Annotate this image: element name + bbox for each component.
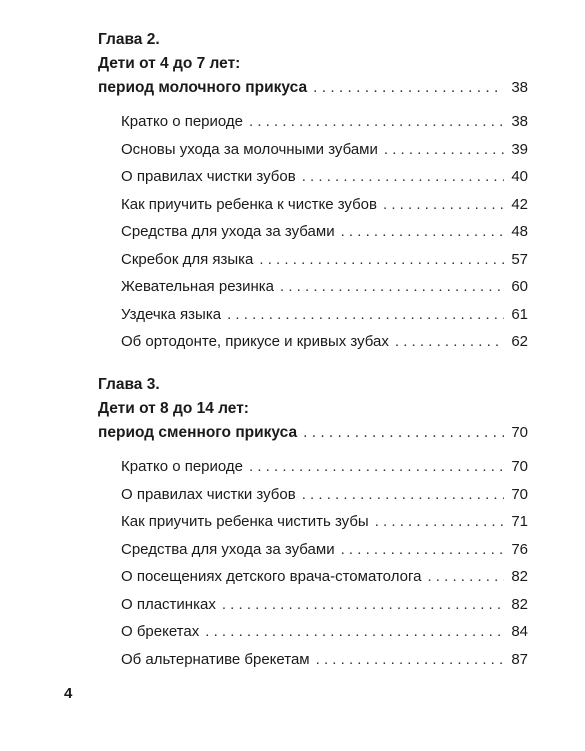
toc-entry — [121, 591, 528, 619]
dot-leader — [259, 246, 504, 274]
toc-entry — [121, 301, 528, 329]
toc-entries — [121, 453, 528, 673]
chapter-label: Глава 2. — [98, 31, 160, 48]
toc-entry — [121, 618, 528, 646]
toc-entry-text: Жевательная резинка — [121, 278, 274, 295]
toc-entry-text: Уздечка языка — [121, 305, 222, 323]
dot-leader — [302, 481, 504, 509]
toc-entry — [121, 646, 528, 674]
toc-entry — [121, 246, 528, 274]
dot-leader — [395, 328, 504, 356]
toc-entry — [121, 481, 528, 509]
toc-entry-page: 84 — [511, 623, 528, 640]
toc-entry-page: 40 — [511, 168, 528, 185]
dot-leader — [222, 591, 504, 619]
toc-entries — [121, 108, 528, 356]
chapter-title-line2 — [98, 421, 528, 445]
toc-entry-page: 38 — [511, 113, 528, 130]
toc-entry-page: 82 — [511, 595, 528, 613]
toc-entry — [121, 508, 528, 536]
toc-entry-text: О пластинках — [121, 595, 216, 613]
dot-leader — [280, 273, 504, 301]
toc-entry — [121, 453, 528, 481]
toc-entry-page: 87 — [511, 650, 528, 668]
dot-leader — [375, 508, 504, 536]
dot-leader — [341, 218, 504, 246]
toc-entry-page: 62 — [511, 333, 528, 350]
toc-entry-text: Об ортодонте, прикусе и кривых зубах — [121, 333, 389, 350]
toc-entry — [121, 163, 528, 191]
toc-entry — [121, 273, 528, 301]
toc-entry-page: 48 — [511, 223, 528, 240]
toc-entry-text: Средства для ухода за зубами — [121, 540, 335, 558]
toc-entry — [121, 108, 528, 136]
toc-entry-page: 70 — [511, 458, 528, 475]
toc-entry-text: Средства для ухода за зубами — [121, 223, 335, 240]
dot-leader — [313, 76, 504, 100]
chapter-label: Глава 3. — [98, 376, 160, 393]
toc-entry-page: 60 — [511, 278, 528, 295]
toc-entry-page: 70 — [511, 485, 528, 503]
dot-leader — [427, 563, 504, 591]
dot-leader — [316, 646, 504, 674]
toc-entry — [121, 218, 528, 246]
toc-entry-text: О брекетах — [121, 623, 200, 640]
chapter-page-number: 38 — [511, 79, 528, 96]
toc-entry-text: Об альтернативе брекетам — [121, 650, 310, 668]
chapter-2 — [98, 28, 528, 356]
toc-entry-text: Кратко о периоде — [121, 113, 244, 130]
dot-leader — [302, 163, 504, 191]
dot-leader — [384, 136, 504, 164]
toc-entry-text: Кратко о периоде — [121, 458, 244, 475]
toc-entry-text: Как приучить ребенка чистить зубы — [121, 513, 369, 530]
toc-entry — [121, 536, 528, 564]
dot-leader — [383, 191, 504, 219]
dot-leader — [341, 536, 504, 564]
dot-leader — [227, 301, 504, 329]
toc-entry-page: 42 — [511, 195, 528, 213]
toc-entry-text: Скребок для языка — [121, 250, 254, 268]
dot-leader — [303, 421, 504, 445]
toc-entry-text: Как приучить ребенка к чистке зубов — [121, 195, 377, 213]
toc-entry-text: Основы ухода за молочными зубами — [121, 140, 378, 158]
toc-entry-text: О правилах чистки зубов — [121, 485, 296, 503]
toc-entry — [121, 136, 528, 164]
toc-entry-page: 71 — [511, 513, 528, 530]
chapter-page-number: 70 — [511, 424, 528, 441]
toc-entry-page: 76 — [511, 540, 528, 558]
chapter-title-text: период молочного прикуса — [98, 79, 308, 96]
chapter-title-text: период сменного прикуса — [98, 424, 298, 441]
dot-leader — [205, 618, 504, 646]
toc-entry — [121, 328, 528, 356]
toc-entry-page: 82 — [511, 568, 528, 585]
toc-entry — [121, 191, 528, 219]
chapter-3 — [98, 373, 528, 673]
dot-leader — [249, 108, 504, 136]
chapter-title-line1: Дети от 8 до 14 лет: — [98, 400, 249, 417]
chapter-title-line2 — [98, 76, 528, 100]
toc-entry-page: 57 — [511, 250, 528, 268]
page-number: 4 — [64, 685, 73, 702]
chapter-title-line1: Дети от 4 до 7 лет: — [98, 55, 241, 72]
toc-entry-page: 61 — [511, 305, 528, 323]
toc-entry-page: 39 — [511, 140, 528, 158]
toc-entry-text: О посещениях детского врача-стоматолога — [121, 568, 422, 585]
toc-entry — [121, 563, 528, 591]
dot-leader — [249, 453, 504, 481]
toc-entry-text: О правилах чистки зубов — [121, 168, 296, 185]
